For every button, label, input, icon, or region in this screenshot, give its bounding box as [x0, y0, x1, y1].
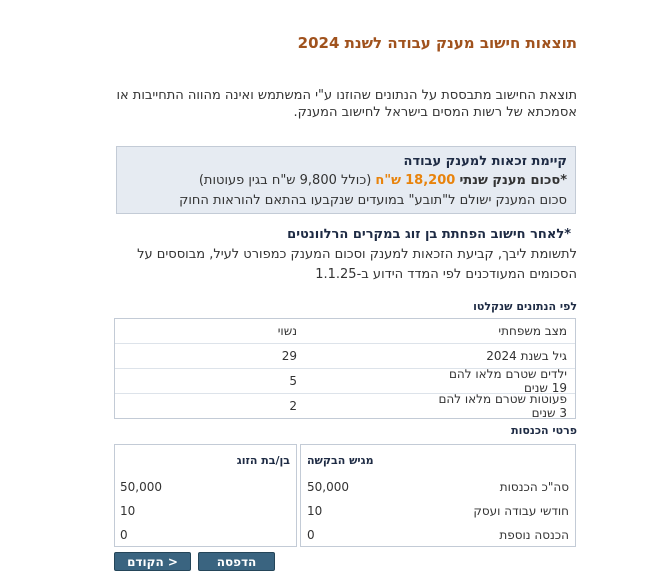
annual-grant-line [125, 171, 567, 191]
print-button[interactable]: הדפסה [198, 552, 275, 571]
row-label: הכנסה נוספת [499, 528, 569, 542]
row-label: גיל בשנת 2024 [486, 349, 567, 363]
eligibility-box [116, 146, 576, 214]
row-value: 10 [307, 504, 323, 518]
row-label: פעוטות שטרם מלאו להם 3 שנים [438, 392, 567, 420]
table-row [115, 394, 575, 418]
table-row [301, 475, 575, 499]
row-label: מצב משפחתי [498, 324, 567, 338]
income-title: פרטי הכנסות [511, 424, 577, 437]
table-header [301, 445, 575, 475]
couple-note-text: לתשומת ליבך, קביעת הזכאות למענק וסכום המענק כמפורט לעיל, מבוססים על הסכומים המעודכנים לפי המדד הידוע ב-1.1.25 [137, 247, 577, 282]
table-row [301, 499, 575, 523]
table-row [115, 319, 575, 344]
page-title: תוצאות חישוב מענק עבודה לשנת 2024 [297, 34, 577, 52]
table-row [115, 344, 575, 369]
back-button[interactable]: < הקודם [114, 552, 191, 571]
entered-data-table [114, 318, 576, 419]
annual-grant-label: *סכום מענק שנתי [459, 173, 567, 188]
table-row [115, 499, 296, 523]
annual-grant-unit: ש"ח [375, 173, 401, 188]
table-row [115, 475, 296, 499]
applicant-header: מגיש הבקשה [307, 453, 374, 467]
spouse-header: בן/בת הזוג [236, 453, 290, 467]
table-row [115, 369, 575, 394]
applicant-income-table [300, 444, 576, 547]
row-value: 5 [289, 374, 297, 388]
annual-grant-amount: 18,200 [405, 173, 456, 188]
row-value: 50,000 [307, 480, 349, 494]
row-value: 2 [289, 399, 297, 413]
row-value: 50,000 [120, 480, 162, 494]
row-value: 0 [120, 528, 128, 542]
entered-data-title: לפי הנתונים שנקלטו [473, 300, 577, 313]
couple-note-title: *לאחר חישוב הפחתת בן זוג במקרים הרלוונטים [287, 227, 571, 242]
row-value: 10 [120, 504, 136, 518]
table-header [115, 445, 296, 475]
table-row [301, 523, 575, 547]
payment-note: סכום המענק ישולם ל"תובע" במועדים שנקבעו בהתאם להוראות החוק [179, 193, 567, 208]
row-value: נשוי [277, 324, 297, 338]
row-label: סה"כ הכנסות [499, 480, 569, 494]
spouse-income-table [114, 444, 297, 547]
table-row [115, 523, 296, 547]
eligibility-title: קיימת זכאות למענק עבודה [403, 154, 567, 169]
row-label: ילדים שטרם מלאו להם 19 שנים [448, 367, 567, 395]
row-label: חודשי עבודה ועסק [473, 504, 569, 518]
row-value: 0 [307, 528, 315, 542]
row-value: 29 [281, 349, 297, 363]
disclaimer-text: תוצאת החישוב מתבססת על הנתונים שהוזנו ע"י המשתמש ואינה מהווה התחייבות או אסמכתא של רשות המסים בישראל לחישוב המענק. [116, 88, 577, 120]
annual-grant-note: (כולל 9,800 ש"ח בגין פעוטות) [198, 173, 372, 188]
